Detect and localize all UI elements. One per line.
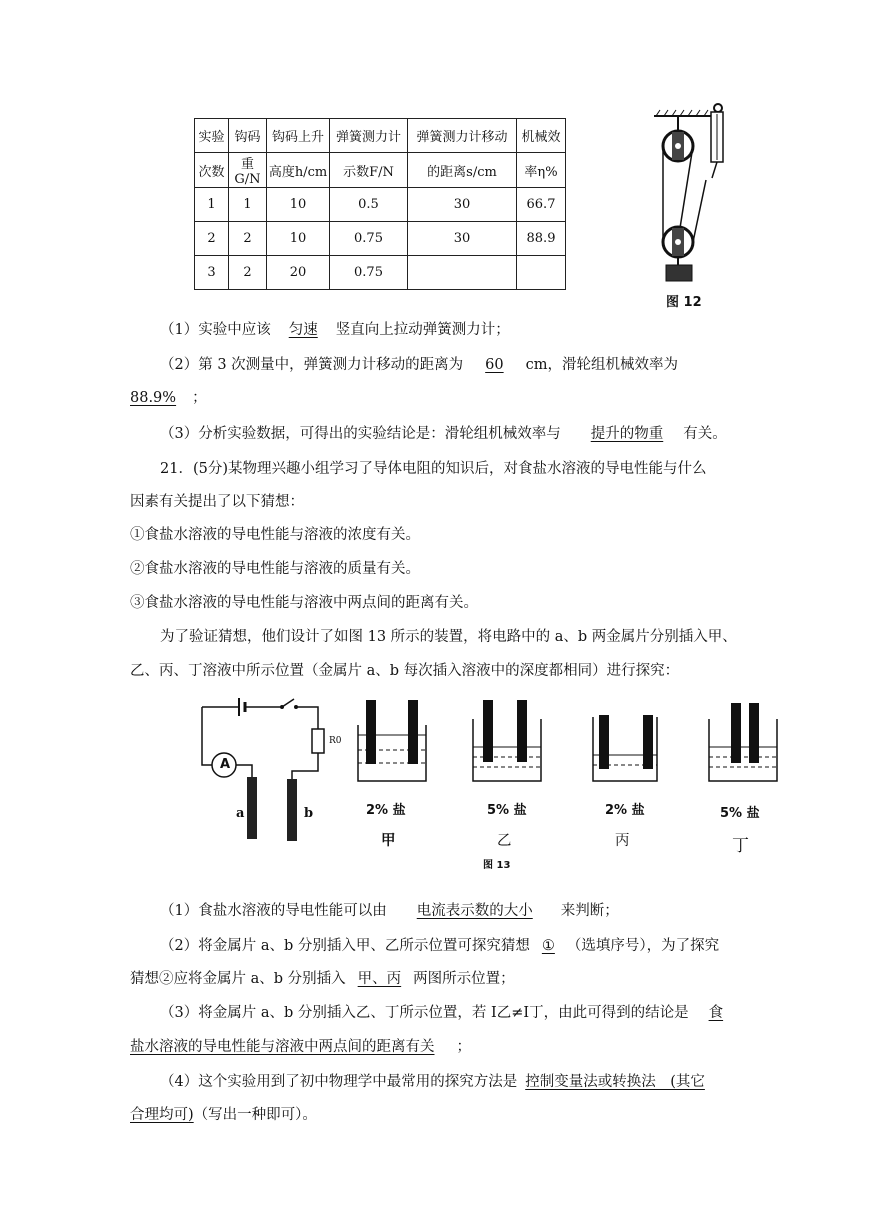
table-header-row [195,119,566,153]
plate-a-label: a [236,806,245,821]
q21-sub2-middle: （选填序号），为了探究 [566,938,720,954]
circuit-figure [194,695,344,865]
q20-part1-suffix: 竖直向上拉动弹簧测力计； [335,322,510,338]
table-cell: 0.75 [330,256,408,290]
table-cell: 20 [267,256,330,290]
q21-verify-line1: 为了验证猜想，他们设计了如图 13 所示的装置，将电路中的 a、b 两金属片分别插入甲、 [160,629,737,645]
table-cell: 10 [267,188,330,222]
table-header-row [195,153,566,188]
figure-13-caption: 图 13 [483,860,511,871]
beaker-jia-label: 甲 [381,832,396,849]
q20-part3-answer: 提升的物重 [590,426,664,442]
q20-part3-suffix: 有关。 [683,426,727,442]
plate-b-label: b [304,806,314,821]
table-header-cell: 高度h/cm [267,153,330,188]
table-header-cell: 机械效 [517,119,566,153]
table-cell: 66.7 [517,188,566,222]
q21-sub4-cont [130,1103,317,1124]
table-row [195,188,566,222]
q21-sub4 [160,1070,705,1091]
table-cell: 1 [229,188,267,222]
pulley-figure [640,100,740,310]
beaker-ding-conc: 5% 盐 [720,806,760,821]
q20-part2-end: ； [192,390,207,406]
q21-sub1 [160,899,619,920]
q20-part1-answer: 匀速 [288,322,318,338]
resistor-label: R0 [329,736,342,746]
beaker-ding-label: 丁 [732,836,749,856]
ammeter-label: A [220,757,231,772]
q21-sub4-answer: 控制变量法或转换法 (其它 [525,1074,705,1090]
q21-sub1-suffix: 来判断； [560,903,619,919]
table-cell: 2 [195,222,229,256]
q21-sub1-answer: 电流表示数的大小 [416,903,533,919]
q21-guess-1: ①食盐水溶液的导电性能与溶液的浓度有关。 [130,527,420,543]
table-header-cell: 钩码 [229,119,267,153]
q21-guess-2: ②食盐水溶液的导电性能与溶液的质量有关。 [130,561,420,577]
q20-part2-prefix: （2）第 3 次测量中，弹簧测力计移动的距离为 [160,357,464,373]
table-cell: 1 [195,188,229,222]
figure-12-caption: 图 12 [666,295,702,310]
table-cell: 2 [229,222,267,256]
table-cell: 10 [267,222,330,256]
q21-sub3-prefix: （3）将金属片 a、b 分别插入乙、丁所示位置，若 I乙≠I丁，由此可得到的结论是 [160,1005,689,1021]
table-row [195,256,566,290]
table-cell: 30 [408,188,517,222]
table-header-cell: 示数F/N [330,153,408,188]
table-header-cell: 弹簧测力计移动 [408,119,517,153]
q20-part2-answer2: 88.9% [130,390,177,406]
table-row [195,222,566,256]
table-cell: 2 [229,256,267,290]
q21-sub3-end: ； [456,1039,471,1055]
q21-intro-line1: 21．(5分)某物理兴趣小组学习了导体电阻的知识后，对食盐水溶液的导电性能与什么 [160,461,707,477]
experiment-table [194,118,566,290]
q21-sub2 [160,934,719,955]
beaker-bing-conc: 2% 盐 [605,803,645,818]
beaker-yi-label: 乙 [497,833,512,849]
beaker-bing [587,695,667,790]
q21-guess-3: ③食盐水溶液的导电性能与溶液中两点间的距离有关。 [130,595,478,611]
q21-intro-line2: 因素有关提出了以下猜想： [130,494,304,510]
q21-sub3-answer-start: 食 [708,1005,724,1021]
q20-part1-prefix: （1）实验中应该 [160,322,271,338]
q20-part2-middle: cm，滑轮组机械效率为 [525,357,678,373]
beaker-yi [467,695,557,790]
q21-sub2b-prefix: 猜想②应将金属片 a、b 分别插入 [130,971,346,987]
q21-sub2b-answer: 甲、丙 [357,971,402,987]
q21-sub1-prefix: （1）食盐水溶液的导电性能可以由 [160,903,387,919]
q21-sub2-cont [130,967,515,988]
table-header-cell: 的距离s/cm [408,153,517,188]
q21-sub2-answer: ① [541,938,555,954]
q20-part3-prefix: （3）分析实验数据，可得出的实验结论是：滑轮组机械效率与 [160,426,561,442]
q21-sub3-cont [130,1035,471,1056]
table-cell: 0.5 [330,188,408,222]
table-header-cell: 率η% [517,153,566,188]
table-cell: 0.75 [330,222,408,256]
table-cell: 30 [408,222,517,256]
table-header-cell: 次数 [195,153,229,188]
table-header-cell: 重G/N [229,153,267,188]
q20-part1 [160,318,510,339]
q21-sub4-suffix: （写出一种即可）。 [193,1107,317,1123]
q21-sub2-prefix: （2）将金属片 a、b 分别插入甲、乙所示位置可探究猜想 [160,938,530,954]
q21-sub3-answer: 盐水溶液的导电性能与溶液中两点间的距离有关 [130,1039,435,1055]
table-header-cell: 弹簧测力计 [330,119,408,153]
beaker-ding [705,695,790,790]
table-cell: 88.9 [517,222,566,256]
table-cell [517,256,566,290]
beaker-yi-conc: 5% 盐 [487,803,527,818]
table-header-cell: 钩码上升 [267,119,330,153]
table-cell: 3 [195,256,229,290]
q20-part2-cont [130,386,207,407]
q21-sub2b-suffix: 两图所示位置； [413,971,515,987]
q21-sub4-prefix: （4）这个实验用到了初中物理学中最常用的探究方法是 [160,1074,518,1090]
q20-part3 [160,422,727,443]
q20-part2-answer: 60 [485,357,504,373]
q21-sub3 [160,1001,723,1022]
q20-part2 [160,353,678,374]
q21-verify-line2: 乙、丙、丁溶液中所示位置（金属片 a、b 每次插入溶液中的深度都相同）进行探究： [130,663,680,679]
beaker-jia-conc: 2% 盐 [366,803,406,818]
beaker-bing-label: 丙 [615,833,630,849]
table-header-cell: 实验 [195,119,229,153]
q21-sub4-answer-cont: 合理均可) [130,1107,194,1123]
beaker-jia [350,695,440,790]
table-cell [408,256,517,290]
